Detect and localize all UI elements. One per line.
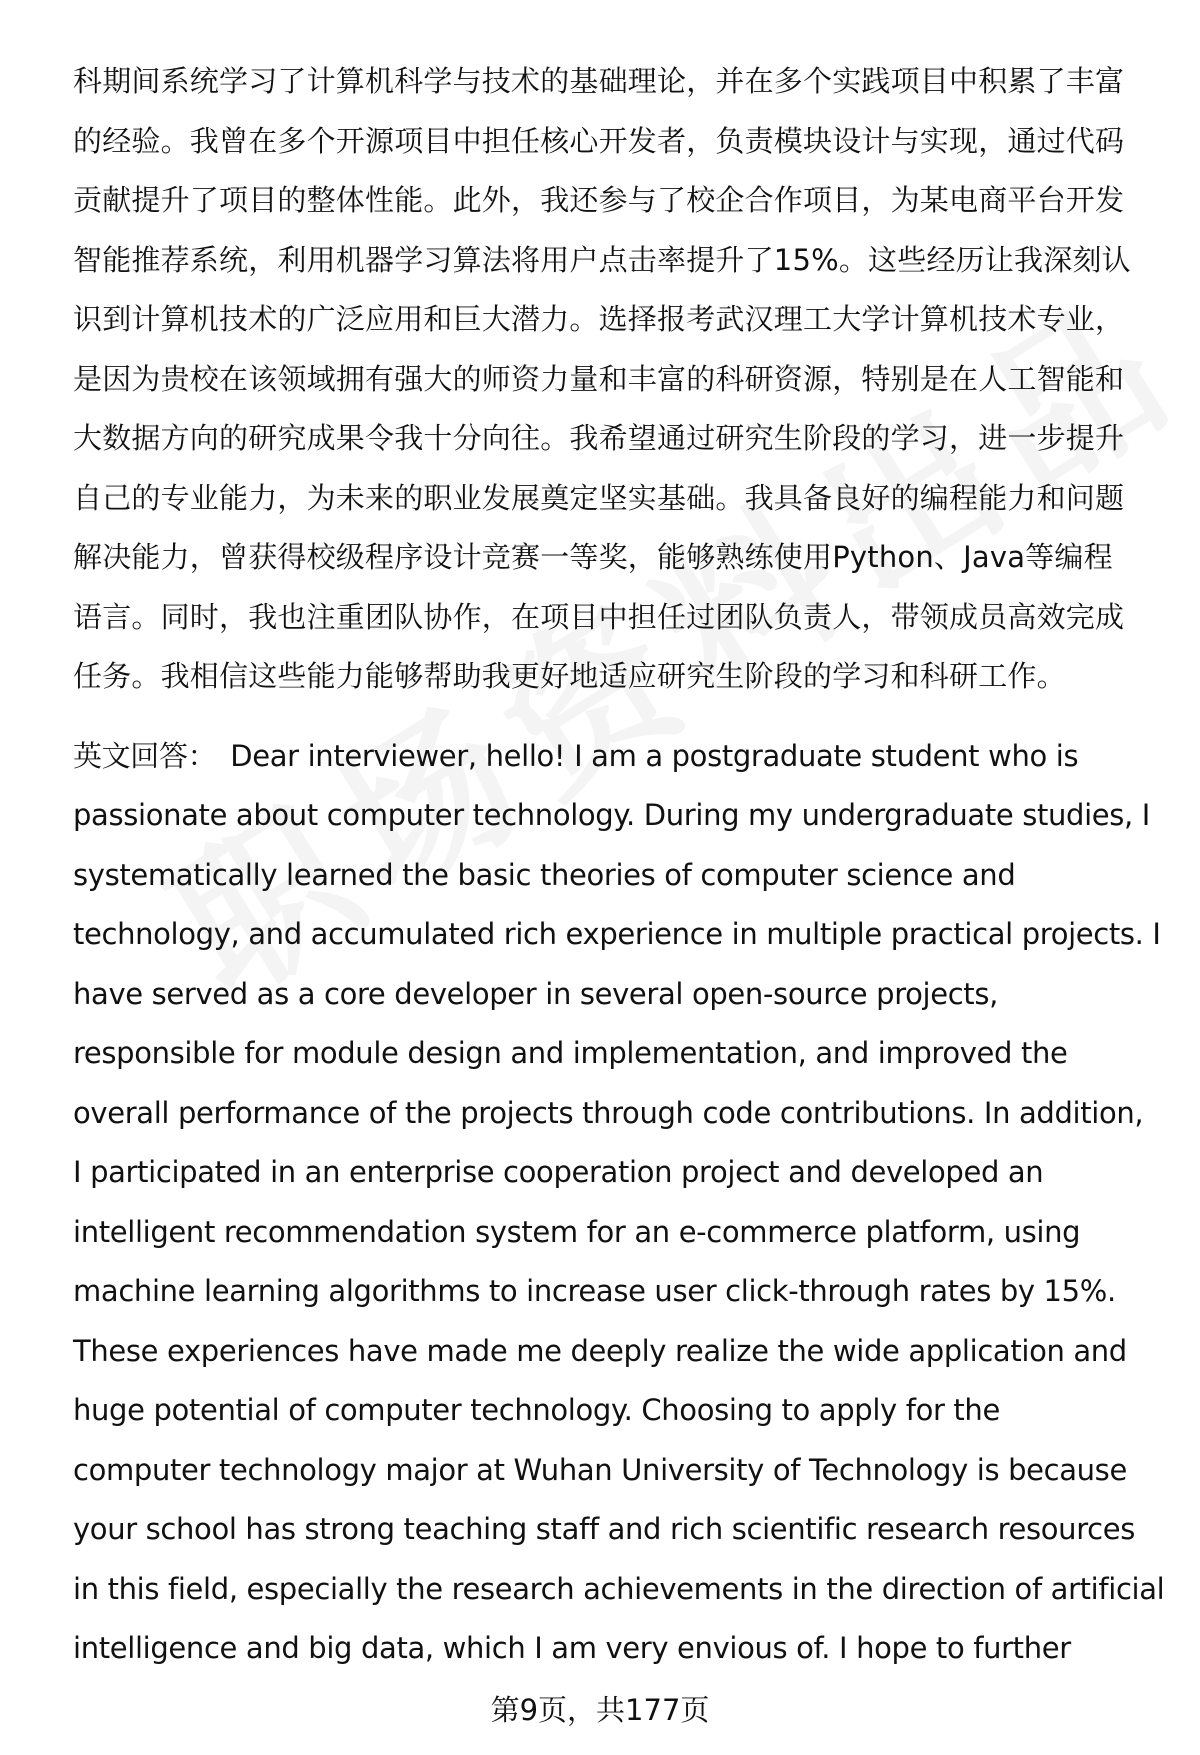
paragraph-line: have served as a core developer in several open-source projects, — [73, 976, 998, 1011]
paragraph-line: 的经验。我曾在多个开源项目中担任核心开发者，负责模块设计与实现，通过代码 — [73, 123, 1125, 158]
paragraph-line: overall performance of the projects through code contributions. In addition, — [73, 1095, 1144, 1130]
paragraph-line: computer technology major at Wuhan University of Technology is because — [73, 1452, 1127, 1487]
paragraph-line: 自己的专业能力，为未来的职业发展奠定坚实基础。我具备良好的编程能力和问题 — [73, 480, 1125, 515]
paragraph-line: 是因为贵校在该领域拥有强大的师资力量和丰富的科研资源，特别是在人工智能和 — [73, 361, 1125, 396]
paragraph-line: intelligent recommendation system for an e-commerce platform, using — [73, 1214, 1081, 1249]
paragraph-line: These experiences have made me deeply realize the wide application and — [73, 1333, 1127, 1368]
paragraph-line: 贡献提升了项目的整体性能。此外，我还参与了校企合作项目，为某电商平台开发 — [73, 183, 1125, 217]
paragraph-line: intelligence and big data, which I am very envious of. I hope to further — [73, 1631, 1071, 1665]
paragraph-line: 大数据方向的研究成果令我十分向往。我希望通过研究生阶段的学习，进一步提升 — [73, 421, 1125, 455]
paragraph-line: your school has strong teaching staff and rich scientific research resources — [73, 1512, 1135, 1546]
paragraph-line: 科期间系统学习了计算机科学与技术的基础理论，并在多个实践项目中积累了丰富 — [73, 64, 1125, 98]
paragraph-line: passionate about computer technology. During my undergraduate studies, I — [73, 798, 1150, 832]
paragraph-line: 识到计算机技术的广泛应用和巨大潜力。选择报考武汉理工大学计算机技术专业， — [73, 302, 1125, 336]
paragraph-line: 任务。我相信这些能力能够帮助我更好地适应研究生阶段的学习和科研工作。 — [73, 659, 1066, 693]
paragraph-gap — [73, 707, 1163, 727]
page-number-footer: 第9页，共177页 — [490, 1693, 710, 1727]
page-content — [73, 52, 1163, 1679]
english-answer-label: 英文回答： — [73, 738, 217, 773]
paragraph-line: I participated in an enterprise cooperation project and developed an — [73, 1155, 1044, 1189]
paragraph-line: responsible for module design and implementation, and improved the — [73, 1036, 1068, 1070]
paragraph-line: machine learning algorithms to increase user click-through rates by 15%. — [73, 1274, 1116, 1308]
paragraph-line: 解决能力，曾获得校级程序设计竞赛一等奖，能够熟练使用Python、Java等编程 — [73, 540, 1113, 574]
paragraph-line: in this field, especially the research achievements in the direction of artificial — [73, 1571, 1165, 1606]
chinese-answer-paragraph — [73, 52, 1163, 707]
paragraph-line: 语言。同时，我也注重团队协作，在项目中担任过团队负责人，带领成员高效完成 — [73, 599, 1125, 634]
paragraph-line: huge potential of computer technology. Choosing to apply for the — [73, 1393, 1000, 1427]
paragraph-line-text: Dear interviewer, hello! I am a postgraduate student who is — [230, 738, 1079, 773]
paragraph-line: technology, and accumulated rich experience in multiple practical projects. I — [73, 917, 1161, 951]
english-first-line — [73, 727, 1163, 787]
paragraph-line: systematically learned the basic theories of computer science and — [73, 857, 1016, 892]
english-answer-paragraph — [73, 727, 1163, 1679]
paragraph-line: 智能推荐系统，利用机器学习算法将用户点击率提升了15%。这些经历让我深刻认 — [73, 242, 1131, 277]
